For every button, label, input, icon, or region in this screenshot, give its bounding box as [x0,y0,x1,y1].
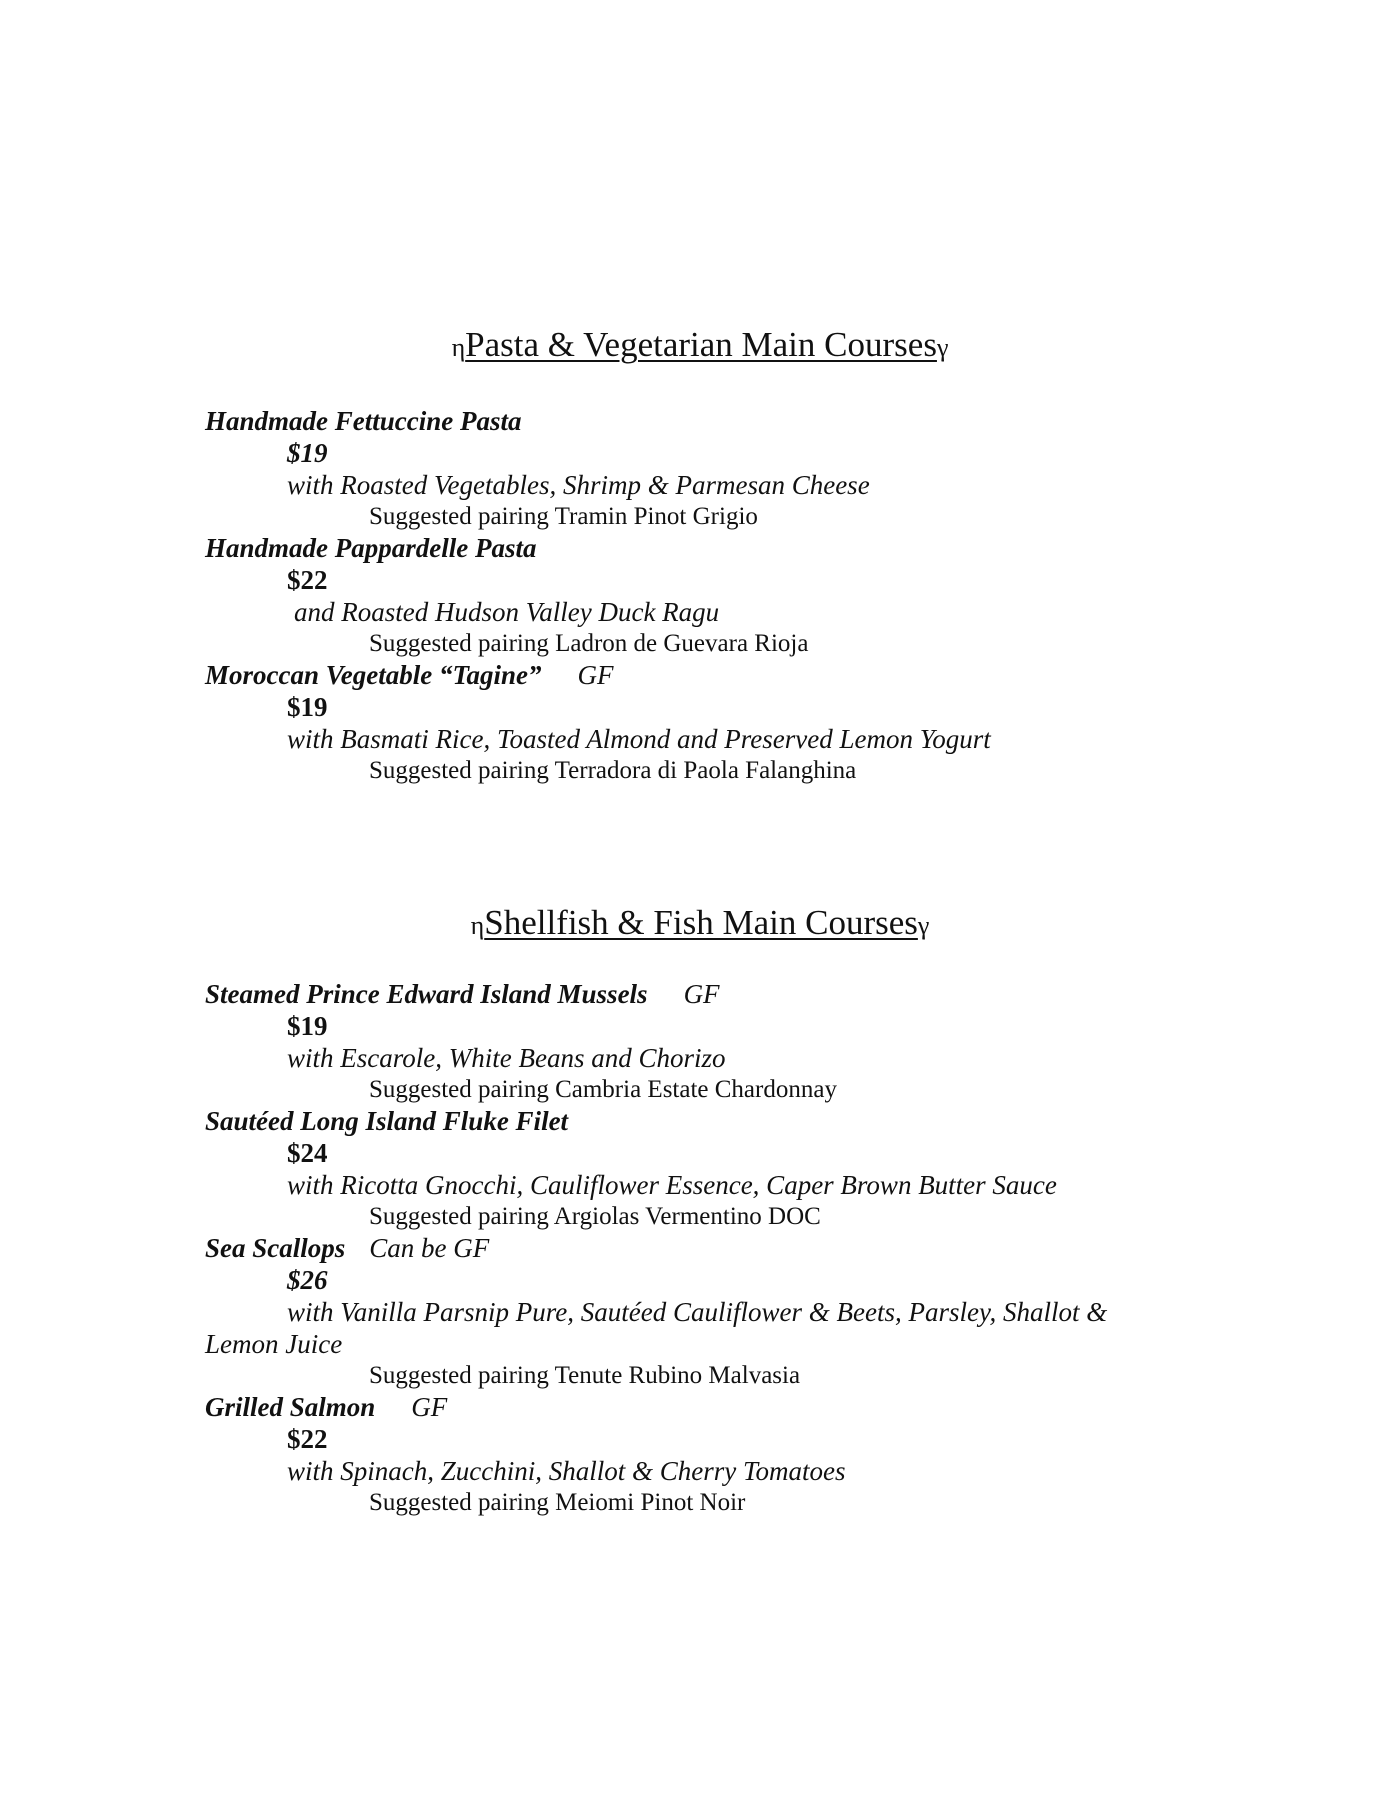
wine-pairing: Suggested pairing Tenute Rubino Malvasia [369,1362,801,1389]
dietary-tag: GF [577,660,614,690]
wine-pairing: Suggested pairing Meiomi Pinot Noir [369,1489,746,1516]
dish-description: with Roasted Vegetables, Shrimp & Parmesan Cheese [287,470,870,500]
dish-name: Handmade Fettuccine Pasta [205,406,522,436]
dish-name: Sautéed Long Island Fluke Filet [205,1106,569,1136]
dish-description: with Spinach, Zucchini, Shallot & Cherry Tomatoes [287,1456,846,1486]
dish-description: with Escarole, White Beans and Chorizo [287,1043,726,1073]
dietary-tag: GF [683,979,720,1009]
dish-price: $22 [287,565,328,595]
wine-pairing: Suggested pairing Ladron de Guevara Rioja [369,630,809,657]
dish-name-row [205,1232,489,1264]
dish-price: $19 [287,438,328,468]
dietary-tag: GF [411,1392,448,1422]
dish-name: Grilled Salmon [205,1392,376,1422]
section-title-text: Pasta & Vegetarian Main Courses [465,325,937,364]
dish-name: Moroccan Vegetable “Tagine” [205,660,542,690]
ornament-left: η [451,333,466,362]
dish-price: $24 [287,1138,328,1168]
section-title-pasta-vegetarian [0,325,1400,368]
ornament-left: η [470,911,485,940]
wine-pairing: Suggested pairing Cambria Estate Chardonnay [369,1076,837,1103]
dietary-tag: Can be GF [369,1233,490,1263]
dish-name-row [205,659,614,691]
ornament-right: γ [917,911,930,940]
dish-description: with Vanilla Parsnip Pure, Sautéed Cauliflower & Beets, Parsley, Shallot & [287,1297,1108,1327]
dish-name-row [205,1391,447,1423]
dish-price: $19 [287,1011,328,1041]
dish-price: $26 [287,1265,328,1295]
wine-pairing: Suggested pairing Argiolas Vermentino DOC [369,1203,821,1230]
dish-name: Handmade Pappardelle Pasta [205,533,537,563]
wine-pairing: Suggested pairing Tramin Pinot Grigio [369,503,758,530]
wine-pairing: Suggested pairing Terradora di Paola Falanghina [369,757,857,784]
dish-description: with Basmati Rice, Toasted Almond and Preserved Lemon Yogurt [287,724,991,754]
dish-description: with Ricotta Gnocchi, Cauliflower Essence, Caper Brown Butter Sauce [287,1170,1057,1200]
section-title-text: Shellfish & Fish Main Courses [484,903,918,942]
dish-price: $19 [287,692,328,722]
dish-description-continued: Lemon Juice [205,1329,343,1359]
dish-name: Steamed Prince Edward Island Mussels [205,979,648,1009]
section-title-shellfish-fish [0,903,1400,946]
dish-name: Sea Scallops [205,1233,346,1263]
ornament-right: γ [936,333,949,362]
dish-price: $22 [287,1424,328,1454]
dish-name-row [205,978,720,1010]
dish-description: and Roasted Hudson Valley Duck Ragu [294,597,720,627]
